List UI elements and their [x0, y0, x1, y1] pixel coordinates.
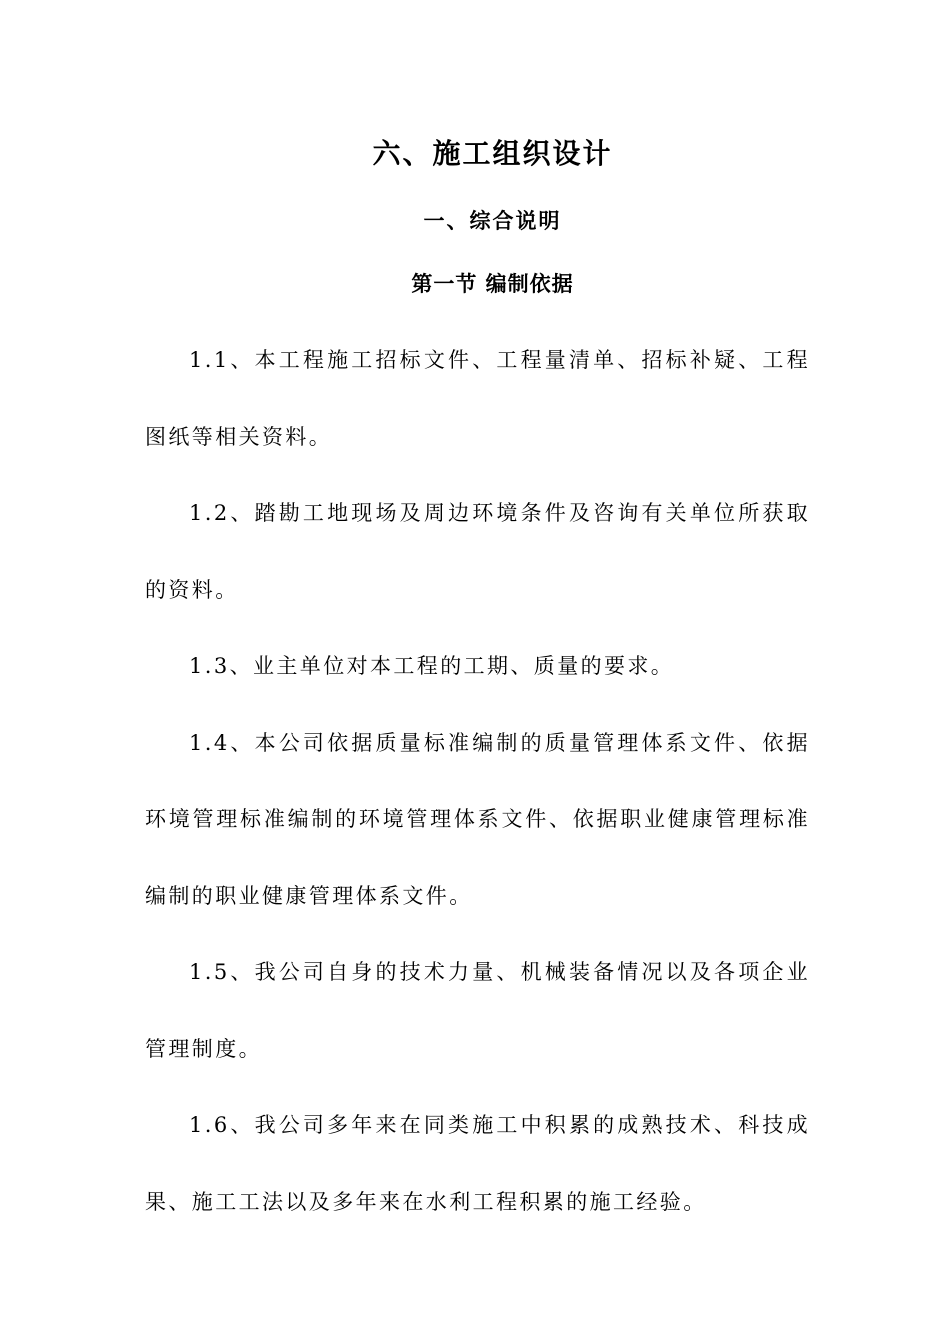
- paragraph-1-6: 1.6、我公司多年来在同类施工中积累的成熟技术、科技成果、施工工法以及多年来在水利工程积累的施工经验。: [145, 1113, 810, 1214]
- paragraph-1-3: 1.3、业主单位对本工程的工期、质量的要求。: [189, 654, 675, 678]
- document-title: 六、施工组织设计: [372, 137, 613, 170]
- section-heading: 第一节 编制依据: [411, 271, 574, 296]
- paragraph-1-4: 1.4、本公司依据质量标准编制的质量管理体系文件、依据环境管理标准编制的环境管理体系文件、依据职业健康管理标准编制的职业健康管理体系文件。: [145, 730, 810, 908]
- paragraph-1-2: 1.2、踏勘工地现场及周边环境条件及咨询有关单位所获取的资料。: [145, 501, 810, 602]
- document-body: [145, 322, 810, 1240]
- paragraph-1-1: 1.1、本工程施工招标文件、工程量清单、招标补疑、工程图纸等相关资料。: [145, 348, 810, 449]
- document-subtitle: 一、综合说明: [423, 208, 562, 233]
- paragraph-1-5: 1.5、我公司自身的技术力量、机械装备情况以及各项企业管理制度。: [145, 960, 810, 1061]
